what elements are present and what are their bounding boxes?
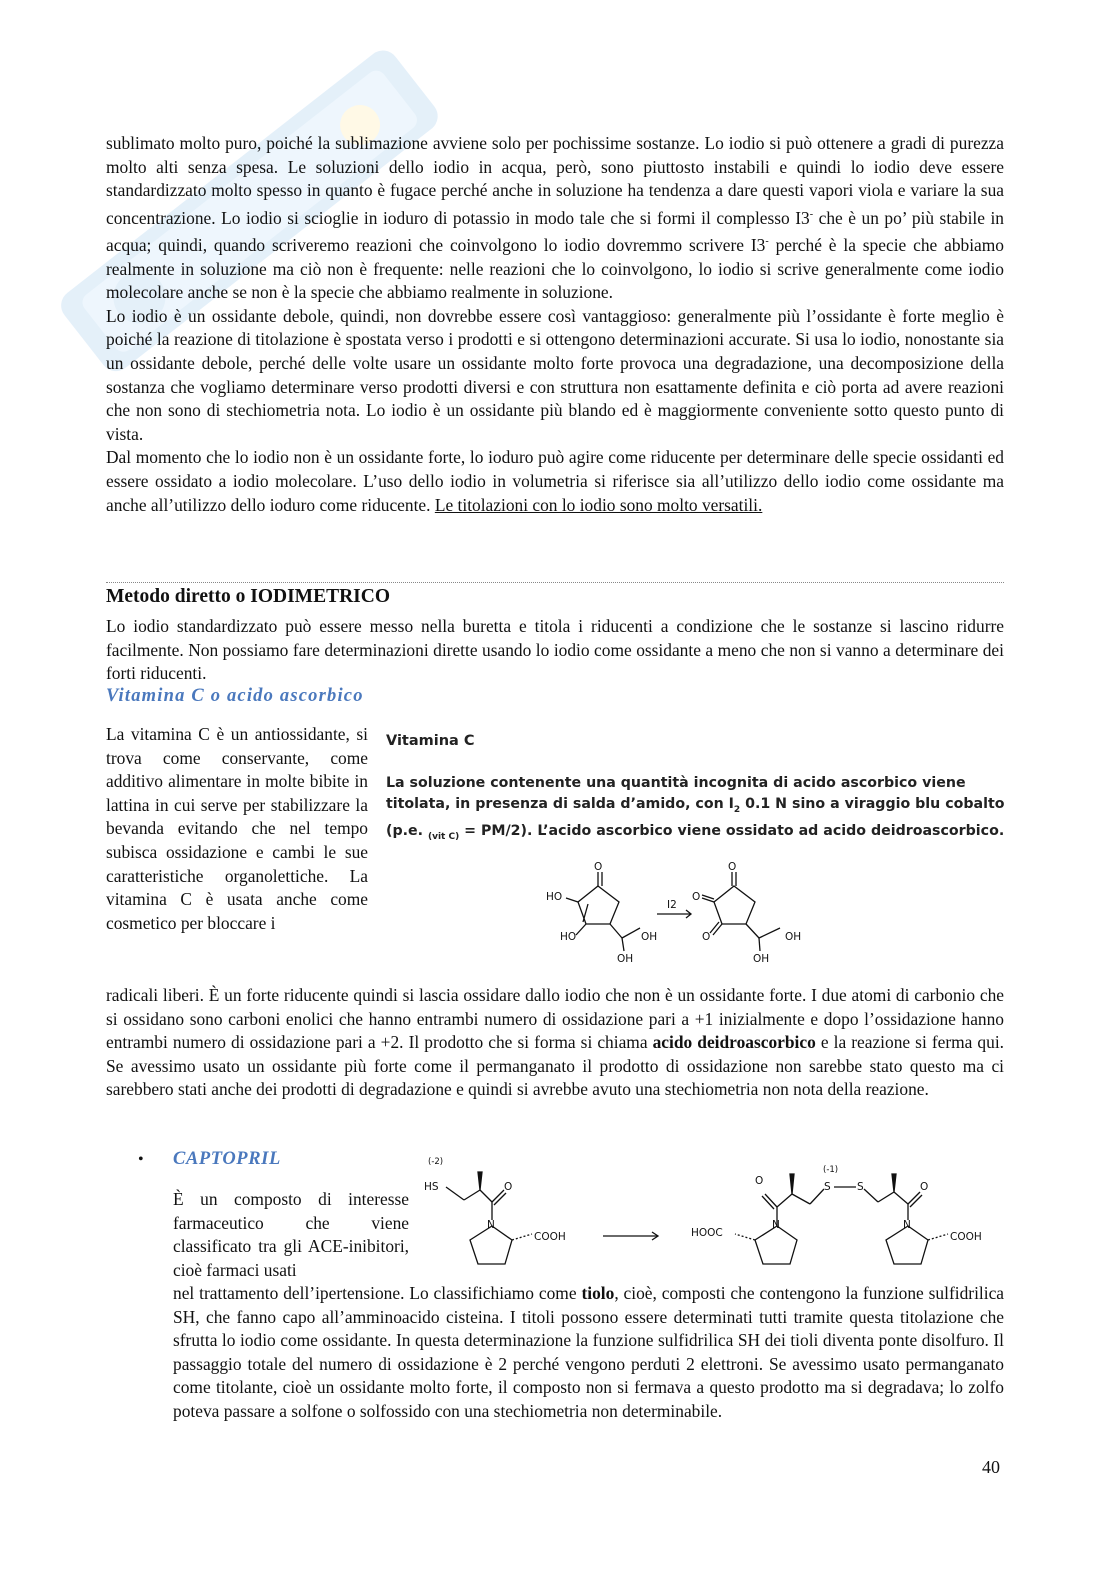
label-o: O <box>920 1181 929 1193</box>
label-ho: HO <box>546 891 563 903</box>
label-oh: OH <box>753 953 770 965</box>
text-block-top <box>106 132 1004 517</box>
vitamin-c-continuation <box>106 984 1004 1102</box>
label-oh: OH <box>617 953 634 965</box>
captopril-paragraph: nel trattamento dell’ipertensione. Lo classifichiamo come tiolo, cioè, composti che contengono la funzione sulfidrilica SH, che fanno capo all’amminoacido cisteina. I titoli possono essere determinati tutti tramite questa titolazione che sfrutta lo iodio come ossidante. In questa determinazione la funzione sulfidrilica SH dei tioli diventa ponte disolfuro. Il passaggio totale del numero di ossidazione è 2 perché vengono perduti 2 elettroni. Se avessimo usato permanganato come titolante, cioè un ossidante molto forte, il composto non si fermava a questo prodotto ma si degradava; lo zolfo poteva passare a solfone o solfossido con una stechiometria non determinabile. <box>173 1283 1005 1421</box>
label-n: N <box>487 1219 495 1231</box>
vitamin-c-box-title: Vitamina C <box>386 733 475 749</box>
label-o: O <box>728 861 737 873</box>
label-cooh: COOH <box>534 1231 566 1243</box>
label-cooh: COOH <box>950 1231 982 1243</box>
section-intro <box>106 615 1004 686</box>
arrow-label-i2: I2 <box>667 899 677 911</box>
label-o: O <box>504 1181 513 1193</box>
label-n: N <box>903 1219 911 1231</box>
page-number: 40 <box>982 1457 1000 1477</box>
label-hooc: HOOC <box>691 1227 723 1239</box>
paragraph-iodide-reducer: Dal momento che lo iodio non è un ossidante forte, lo ioduro può agire come riducente per determinare delle specie ossidanti ed essere ossidato a iodio molecolare. L’uso dello iodio in volumetria si riferisce sia all’utilizzo dello iodio come ossidante ma anche all’utilizzo dello ioduro come riducente. Le titolazioni con lo iodio sono molto versatili. <box>106 447 1004 515</box>
label-n: N <box>772 1219 780 1231</box>
label-o: O <box>594 861 603 873</box>
section-heading: Metodo diretto o IODIMETRICO <box>106 586 390 607</box>
oxidation-state-right: (-1) <box>823 1165 839 1175</box>
label-o: O <box>755 1175 764 1187</box>
section-divider <box>106 582 1004 583</box>
bullet-marker: • <box>138 1151 144 1168</box>
underlined-note: Le titolazioni con lo iodio sono molto versatili. <box>434 494 763 515</box>
vitamin-c-left-text <box>106 723 368 935</box>
captopril-oxidation-scheme <box>420 1152 1010 1282</box>
captopril-title: CAPTOPRIL <box>173 1149 281 1169</box>
intro-paragraph: Lo iodio standardizzato può essere messo nella buretta e titola i riducenti a condizione che le sostanze si lascino ridurre facilmente. Non possiamo fare determinazioni dirette usando lo iodio come ossidante a meno che non si vanno a determinare dei forti riducenti. <box>106 616 1004 684</box>
vitamin-c-paragraph: radicali liberi. È un forte riducente quindi si lascia ossidare dallo iodio che non è un ossidante forte. I due atomi di carbonio che si ossidano sono carboni enolici che hanno entrambi numero di ossidazione pari a +1 inizialmente e dopo l’ossidazione hanno entrambi numero di ossidazione pari a +2. Il prodotto che si forma si chiama acido deidroascorbico e la reazione si ferma qui. Se avessimo usato un ossidante più forte come il permanganato il prodotto di ossidazione non sarebbe stato questo ma ci sarebbero stati anche dei prodotti di degradazione e quindi si avrebbe avuto una stechiometria non nota della reazione. <box>106 985 1005 1100</box>
label-o: O <box>692 891 701 903</box>
bold-term: tiolo <box>581 1283 615 1303</box>
captopril-continuation <box>173 1282 1004 1424</box>
captopril-left-text <box>173 1188 409 1282</box>
vitamin-c-box-text: La soluzione contenente una quantità incognita di acido ascorbico viene titolata, in presenza di salda d’amido, con $I_2$ 0.1 N sino a viraggio blu cobalto (p.e. $_{(vit C)}$ = PM/2). L’acido ascorbico viene ossidato ad acido deidroascorbico. <box>386 775 1005 842</box>
label-s: S <box>824 1181 831 1193</box>
vitamin-c-description: La vitamina C è un antiossidante, si trova come conservante, come additivo alimentare in molte bibite in lattina in cui serve per stabilizzare la bevanda evitando che nel tempo subisca ossidazione e cambi le sue caratteristiche organolettiche. La vitamina C è usata anche come cosmetico per bloccare i <box>106 724 368 933</box>
oxidation-state-left: (-2) <box>428 1157 444 1167</box>
label-hs: HS <box>424 1181 439 1193</box>
label-ho: HO <box>560 931 577 943</box>
bold-term: acido deidroascorbico <box>652 1032 816 1053</box>
ascorbic-acid-reaction-scheme <box>540 858 820 968</box>
paragraph-iodine-purity: sublimato molto puro, poiché la sublimazione avviene solo per pochissime sostanze. Lo iodio si può ottenere a gradi di purezza molto alti senza spesa. Le soluzioni dello iodio in acqua, però, sono piuttosto instabili e quindi lo iodio deve essere standardizzato molto spesso in quanto è fugace perché anche in soluzione ha tendenza a dare questi vapori viola e variare la sua concentrazione. Lo iodio si scioglie in ioduro di potassio in modo tale che si formi il complesso I3- che è un po’ più stabile in acqua; quindi, quando scriveremo reazioni che coinvolgono lo iodio dovremmo scrivere I3- perché è la specie che abbiamo realmente in soluzione ma ciò non è frequente: nelle reazioni che lo coinvolgono, lo iodio si scrive generalmente come iodio molecolare anche se non è la specie che abbiamo realmente in soluzione. <box>106 133 1004 303</box>
captopril-intro: È un composto di interesse farmaceutico che viene classificato tra gli ACE-inibitori, cioè farmaci usati <box>173 1189 409 1280</box>
label-o: O <box>702 931 711 943</box>
label-s: S <box>857 1181 864 1193</box>
label-oh: OH <box>641 931 658 943</box>
paragraph-weak-oxidant: Lo iodio è un ossidante debole, quindi, non dovrebbe essere così vantaggioso: generalmente più l’ossidante è forte meglio è poiché la reazione di titolazione è spostata verso i prodotti e si ottengono determinazioni accurate. Si usa lo iodio, nonostante sia un ossidante debole, perché delle volte usare un ossidante molto forte provoca una degradazione, una decomposizione della sostanza che vogliamo determinare verso prodotti diversi e con struttura non esattamente definita e ciò porta ad avere reazioni che non sono di stechiometria nota. Lo iodio è un ossidante più blando ed è maggiormente conveniente sotto questo punto di vista. <box>106 305 1004 444</box>
label-oh: OH <box>785 931 802 943</box>
vitamin-c-subtitle: Vitamina C o acido ascorbico <box>106 686 364 706</box>
